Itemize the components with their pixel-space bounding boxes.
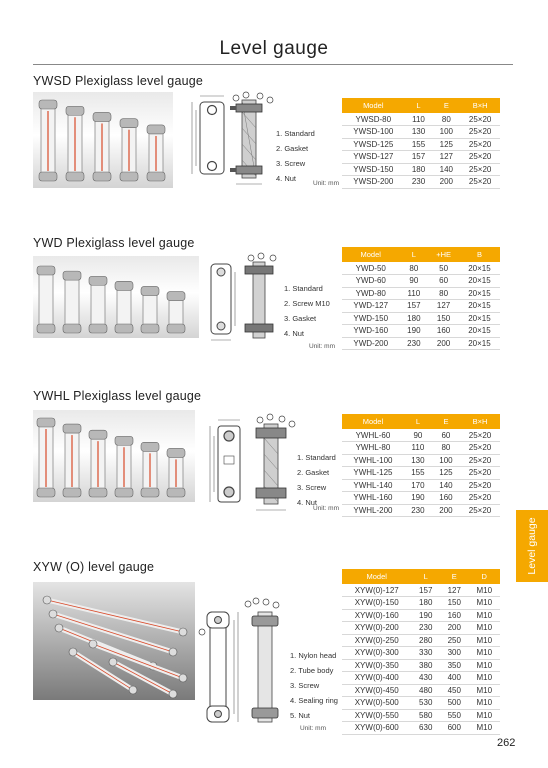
- table-cell: 155: [404, 467, 432, 480]
- unit-label: Unit: mm: [313, 180, 339, 187]
- gauge-shape: [93, 172, 111, 181]
- table-cell: 20×15: [459, 287, 500, 300]
- gauge-shape: [169, 648, 177, 656]
- table-cell: YWD-50: [342, 262, 399, 275]
- table-cell: 80: [432, 442, 460, 455]
- gauge-shape: [115, 281, 133, 290]
- table-cell: M10: [469, 597, 501, 610]
- gauge-illustration: [33, 410, 195, 502]
- gauge-shape: [89, 324, 107, 333]
- legend-item: 5. Nut: [290, 711, 311, 720]
- table-row: [342, 262, 500, 275]
- table-cell: 157: [411, 584, 440, 597]
- table-cell: 110: [399, 287, 428, 300]
- column-header: Model: [342, 247, 399, 262]
- column-header: Model: [342, 414, 404, 429]
- legend-item: 2. Gasket: [297, 468, 330, 477]
- parts-legend-ywd: [284, 281, 330, 341]
- table-cell: 150: [440, 597, 469, 610]
- table-cell: YWSD-80: [342, 113, 405, 126]
- table-row: [342, 163, 500, 176]
- table-cell: YWSD-125: [342, 138, 405, 151]
- table-cell: YWD-160: [342, 325, 399, 338]
- table-row: [342, 454, 500, 467]
- gauge-illustration: [33, 256, 199, 338]
- spec-table-ywhl: [342, 414, 500, 517]
- gauge-shape: [63, 271, 81, 280]
- gauge-shape: [49, 610, 57, 618]
- table-cell: 157: [405, 151, 433, 164]
- gauge-shape: [39, 172, 57, 181]
- table-cell: 160: [440, 609, 469, 622]
- table-cell: 90: [404, 429, 432, 442]
- column-header: +HE: [428, 247, 459, 262]
- technical-drawing-ywd: [205, 252, 285, 348]
- table-cell: 300: [440, 647, 469, 660]
- gauge-shape: [179, 628, 187, 636]
- table-cell: 230: [404, 504, 432, 517]
- table-cell: 100: [432, 454, 460, 467]
- table-cell: 140: [432, 163, 460, 176]
- table-cell: XYW(0)-500: [342, 697, 411, 710]
- legend-item: 4. Sealing ring: [290, 696, 338, 705]
- table-cell: M10: [469, 672, 501, 685]
- table-cell: XYW(0)-400: [342, 672, 411, 685]
- table-cell: 530: [411, 697, 440, 710]
- gauge-shape: [39, 100, 57, 109]
- table-cell: 100: [432, 126, 460, 139]
- unit-label: Unit: mm: [313, 505, 339, 512]
- table-cell: 330: [411, 647, 440, 660]
- gauge-shape: [89, 430, 107, 439]
- table-row: [342, 138, 500, 151]
- table-cell: 170: [404, 479, 432, 492]
- table-cell: 200: [440, 622, 469, 635]
- table-cell: 380: [411, 659, 440, 672]
- table-cell: 430: [411, 672, 440, 685]
- table-cell: 600: [440, 722, 469, 735]
- legend-item: 2. Screw M10: [284, 299, 330, 308]
- table-cell: 25×20: [460, 492, 500, 505]
- table-cell: 200: [432, 504, 460, 517]
- gauge-shape: [147, 172, 165, 181]
- table-cell: 80: [399, 262, 428, 275]
- table-cell: 130: [405, 126, 433, 139]
- gauge-illustration: [33, 582, 195, 700]
- table-cell: YWHL-100: [342, 454, 404, 467]
- table-cell: 25×20: [460, 176, 500, 189]
- gauge-shape: [39, 268, 53, 332]
- table-row: [342, 697, 500, 710]
- column-header: Model: [342, 98, 405, 113]
- legend-item: 2. Tube body: [290, 666, 334, 675]
- gauge-shape: [169, 690, 177, 698]
- table-cell: 25×20: [460, 454, 500, 467]
- table-cell: 25×20: [460, 467, 500, 480]
- table-row: [342, 337, 500, 350]
- parts-legend-ywsd: [276, 126, 315, 186]
- gauge-shape: [129, 686, 137, 694]
- table-cell: 25×20: [460, 126, 500, 139]
- table-row: [342, 709, 500, 722]
- gauge-shape: [37, 418, 55, 427]
- table-cell: 20×15: [459, 312, 500, 325]
- table-cell: 400: [440, 672, 469, 685]
- side-tab-label: Level gauge: [526, 517, 538, 575]
- table-cell: YWHL-60: [342, 429, 404, 442]
- side-tab: [516, 510, 548, 582]
- legend-item: 1. Standard: [276, 129, 315, 138]
- table-cell: 350: [440, 659, 469, 672]
- table-cell: 230: [411, 622, 440, 635]
- table-row: [342, 126, 500, 139]
- table-row: [342, 647, 500, 660]
- table-cell: 127: [428, 300, 459, 313]
- table-cell: 50: [428, 262, 459, 275]
- product-photo-xyw: [33, 582, 195, 700]
- table-cell: M10: [469, 634, 501, 647]
- table-cell: 155: [405, 138, 433, 151]
- table-row: [342, 722, 500, 735]
- legend-item: 4. Nut: [276, 174, 297, 183]
- table-cell: 25×20: [460, 113, 500, 126]
- legend-item: 3. Gasket: [284, 314, 317, 323]
- table-cell: XYW(0)-160: [342, 609, 411, 622]
- table-cell: 127: [432, 151, 460, 164]
- table-cell: 180: [399, 312, 428, 325]
- gauge-shape: [37, 266, 55, 275]
- table-cell: 20×15: [459, 262, 500, 275]
- table-cell: YWHL-160: [342, 492, 404, 505]
- gauge-shape: [179, 674, 187, 682]
- column-header: E: [432, 414, 460, 429]
- gauge-shape: [120, 172, 138, 181]
- section-title-ywsd: YWSD Plexiglass level gauge: [33, 74, 204, 88]
- section-title-xyw: XYW (O) level gauge: [33, 560, 155, 574]
- table-cell: 200: [428, 337, 459, 350]
- gauge-shape: [167, 488, 185, 497]
- gauge-shape: [63, 488, 81, 497]
- table-row: [342, 325, 500, 338]
- table-cell: 200: [432, 176, 460, 189]
- gauge-shape: [115, 324, 133, 333]
- technical-drawing-ywhl: [200, 412, 300, 516]
- table-cell: XYW(0)-250: [342, 634, 411, 647]
- table-cell: XYW(0)-150: [342, 597, 411, 610]
- table-cell: 190: [399, 325, 428, 338]
- table-cell: 25×20: [460, 479, 500, 492]
- column-header: Model: [342, 569, 411, 584]
- table-cell: 90: [399, 275, 428, 288]
- table-cell: 25×20: [460, 442, 500, 455]
- product-photo-ywsd: [33, 92, 173, 188]
- table-cell: YWD-80: [342, 287, 399, 300]
- table-cell: XYW(0)-127: [342, 584, 411, 597]
- table-cell: M10: [469, 584, 501, 597]
- table-cell: YWHL-140: [342, 479, 404, 492]
- column-header: L: [405, 98, 433, 113]
- table-row: [342, 634, 500, 647]
- table-cell: 140: [432, 479, 460, 492]
- table-cell: XYW(0)-350: [342, 659, 411, 672]
- table-cell: YWSD-200: [342, 176, 405, 189]
- spec-table-ywd: [342, 247, 500, 350]
- table-cell: YWD-60: [342, 275, 399, 288]
- gauge-shape: [93, 112, 111, 121]
- table-row: [342, 672, 500, 685]
- gauge-shape: [141, 442, 159, 451]
- column-header: E: [432, 98, 460, 113]
- table-row: [342, 312, 500, 325]
- table-cell: 60: [432, 429, 460, 442]
- table-row: [342, 584, 500, 597]
- legend-item: 3. Screw: [290, 681, 320, 690]
- spec-table-xyw: [342, 569, 500, 735]
- page-number: 262: [497, 737, 516, 749]
- table-cell: 25×20: [460, 138, 500, 151]
- table-row: [342, 442, 500, 455]
- unit-label: Unit: mm: [300, 725, 326, 732]
- gauge-shape: [89, 640, 97, 648]
- gauge-shape: [66, 172, 84, 181]
- legend-item: 1. Standard: [284, 284, 323, 293]
- gauge-shape: [141, 324, 159, 333]
- table-cell: 250: [440, 634, 469, 647]
- table-cell: 25×20: [460, 163, 500, 176]
- spec-table-ywsd: [342, 98, 500, 189]
- gauge-shape: [55, 624, 63, 632]
- table-row: [342, 429, 500, 442]
- table-row: [342, 492, 500, 505]
- column-header: E: [440, 569, 469, 584]
- table-cell: 25×20: [460, 504, 500, 517]
- gauge-shape: [115, 488, 133, 497]
- gauge-illustration: [33, 92, 173, 188]
- gauge-shape: [63, 324, 81, 333]
- table-cell: M10: [469, 722, 501, 735]
- gauge-shape: [141, 488, 159, 497]
- gauge-shape: [167, 324, 185, 333]
- table-cell: XYW(0)-600: [342, 722, 411, 735]
- table-cell: 450: [440, 684, 469, 697]
- table-cell: 480: [411, 684, 440, 697]
- gauge-shape: [43, 596, 51, 604]
- table-cell: M10: [469, 684, 501, 697]
- table-cell: 110: [405, 113, 433, 126]
- table-cell: 125: [432, 467, 460, 480]
- legend-item: 1. Standard: [297, 453, 336, 462]
- legend-item: 3. Screw: [297, 483, 327, 492]
- table-cell: YWHL-200: [342, 504, 404, 517]
- table-cell: 80: [432, 113, 460, 126]
- table-cell: 280: [411, 634, 440, 647]
- table-cell: 110: [404, 442, 432, 455]
- table-row: [342, 300, 500, 313]
- table-cell: 180: [411, 597, 440, 610]
- column-header: L: [411, 569, 440, 584]
- column-header: B×H: [460, 98, 500, 113]
- column-header: B: [459, 247, 500, 262]
- table-cell: YWD-127: [342, 300, 399, 313]
- unit-label: Unit: mm: [309, 343, 335, 350]
- gauge-shape: [120, 119, 138, 128]
- table-cell: XYW(0)-200: [342, 622, 411, 635]
- table-cell: 150: [428, 312, 459, 325]
- gauge-shape: [115, 436, 133, 445]
- table-cell: 20×15: [459, 300, 500, 313]
- table-cell: 160: [432, 492, 460, 505]
- gauge-shape: [89, 276, 107, 285]
- table-cell: M10: [469, 697, 501, 710]
- table-row: [342, 176, 500, 189]
- table-row: [342, 151, 500, 164]
- gauge-shape: [37, 488, 55, 497]
- table-cell: YWHL-125: [342, 467, 404, 480]
- table-cell: 230: [405, 176, 433, 189]
- table-row: [342, 479, 500, 492]
- legend-item: 4. Nut: [297, 498, 318, 507]
- table-cell: XYW(0)-550: [342, 709, 411, 722]
- table-cell: M10: [469, 659, 501, 672]
- table-row: [342, 467, 500, 480]
- parts-legend-xyw: [290, 648, 338, 723]
- table-cell: M10: [469, 622, 501, 635]
- table-cell: XYW(0)-450: [342, 684, 411, 697]
- table-cell: M10: [469, 609, 501, 622]
- section-title-ywd: YWD Plexiglass level gauge: [33, 236, 195, 250]
- table-cell: YWSD-100: [342, 126, 405, 139]
- legend-item: 4. Nut: [284, 329, 305, 338]
- column-header: D: [469, 569, 501, 584]
- gauge-shape: [167, 292, 185, 301]
- table-cell: YWD-200: [342, 337, 399, 350]
- gauge-shape: [66, 106, 84, 115]
- page-title: Level gauge: [219, 38, 329, 59]
- table-cell: 550: [440, 709, 469, 722]
- table-row: [342, 622, 500, 635]
- table-cell: 20×15: [459, 337, 500, 350]
- table-row: [342, 609, 500, 622]
- table-row: [342, 684, 500, 697]
- column-header: B×H: [460, 414, 500, 429]
- legend-item: 3. Screw: [276, 159, 306, 168]
- table-cell: 157: [399, 300, 428, 313]
- legend-item: 2. Gasket: [276, 144, 309, 153]
- table-cell: 125: [432, 138, 460, 151]
- table-cell: 580: [411, 709, 440, 722]
- table-cell: 60: [428, 275, 459, 288]
- table-row: [342, 287, 500, 300]
- title-divider: [33, 64, 513, 65]
- table-cell: 127: [440, 584, 469, 597]
- table-cell: 25×20: [460, 151, 500, 164]
- table-cell: 190: [411, 609, 440, 622]
- table-cell: YWSD-150: [342, 163, 405, 176]
- table-cell: 500: [440, 697, 469, 710]
- table-cell: 230: [399, 337, 428, 350]
- gauge-shape: [167, 448, 185, 457]
- table-cell: 20×15: [459, 275, 500, 288]
- table-cell: 130: [404, 454, 432, 467]
- gauge-shape: [147, 125, 165, 134]
- table-row: [342, 113, 500, 126]
- gauge-shape: [109, 658, 117, 666]
- table-cell: 20×15: [459, 325, 500, 338]
- table-cell: M10: [469, 709, 501, 722]
- product-photo-ywhl: [33, 410, 195, 502]
- table-cell: YWHL-80: [342, 442, 404, 455]
- section-title-ywhl: YWHL Plexiglass level gauge: [33, 389, 202, 403]
- technical-drawing-xyw: [198, 596, 288, 736]
- table-cell: XYW(0)-300: [342, 647, 411, 660]
- table-cell: YWSD-127: [342, 151, 405, 164]
- table-row: [342, 275, 500, 288]
- parts-legend-ywhl: [297, 450, 336, 510]
- gauge-shape: [63, 424, 81, 433]
- table-cell: 630: [411, 722, 440, 735]
- table-row: [342, 659, 500, 672]
- gauge-shape: [69, 648, 77, 656]
- gauge-shape: [141, 286, 159, 295]
- table-cell: 160: [428, 325, 459, 338]
- table-cell: 190: [404, 492, 432, 505]
- gauge-shape: [37, 324, 55, 333]
- table-cell: YWD-150: [342, 312, 399, 325]
- table-cell: 180: [405, 163, 433, 176]
- gauge-shape: [65, 273, 79, 332]
- table-cell: 80: [428, 287, 459, 300]
- gauge-shape: [89, 488, 107, 497]
- legend-item: 1. Nylon head: [290, 651, 337, 660]
- table-cell: 25×20: [460, 429, 500, 442]
- product-photo-ywd: [33, 256, 199, 338]
- column-header: L: [404, 414, 432, 429]
- table-cell: M10: [469, 647, 501, 660]
- table-row: [342, 597, 500, 610]
- table-row: [342, 504, 500, 517]
- gauge-shape: [113, 662, 173, 694]
- column-header: L: [399, 247, 428, 262]
